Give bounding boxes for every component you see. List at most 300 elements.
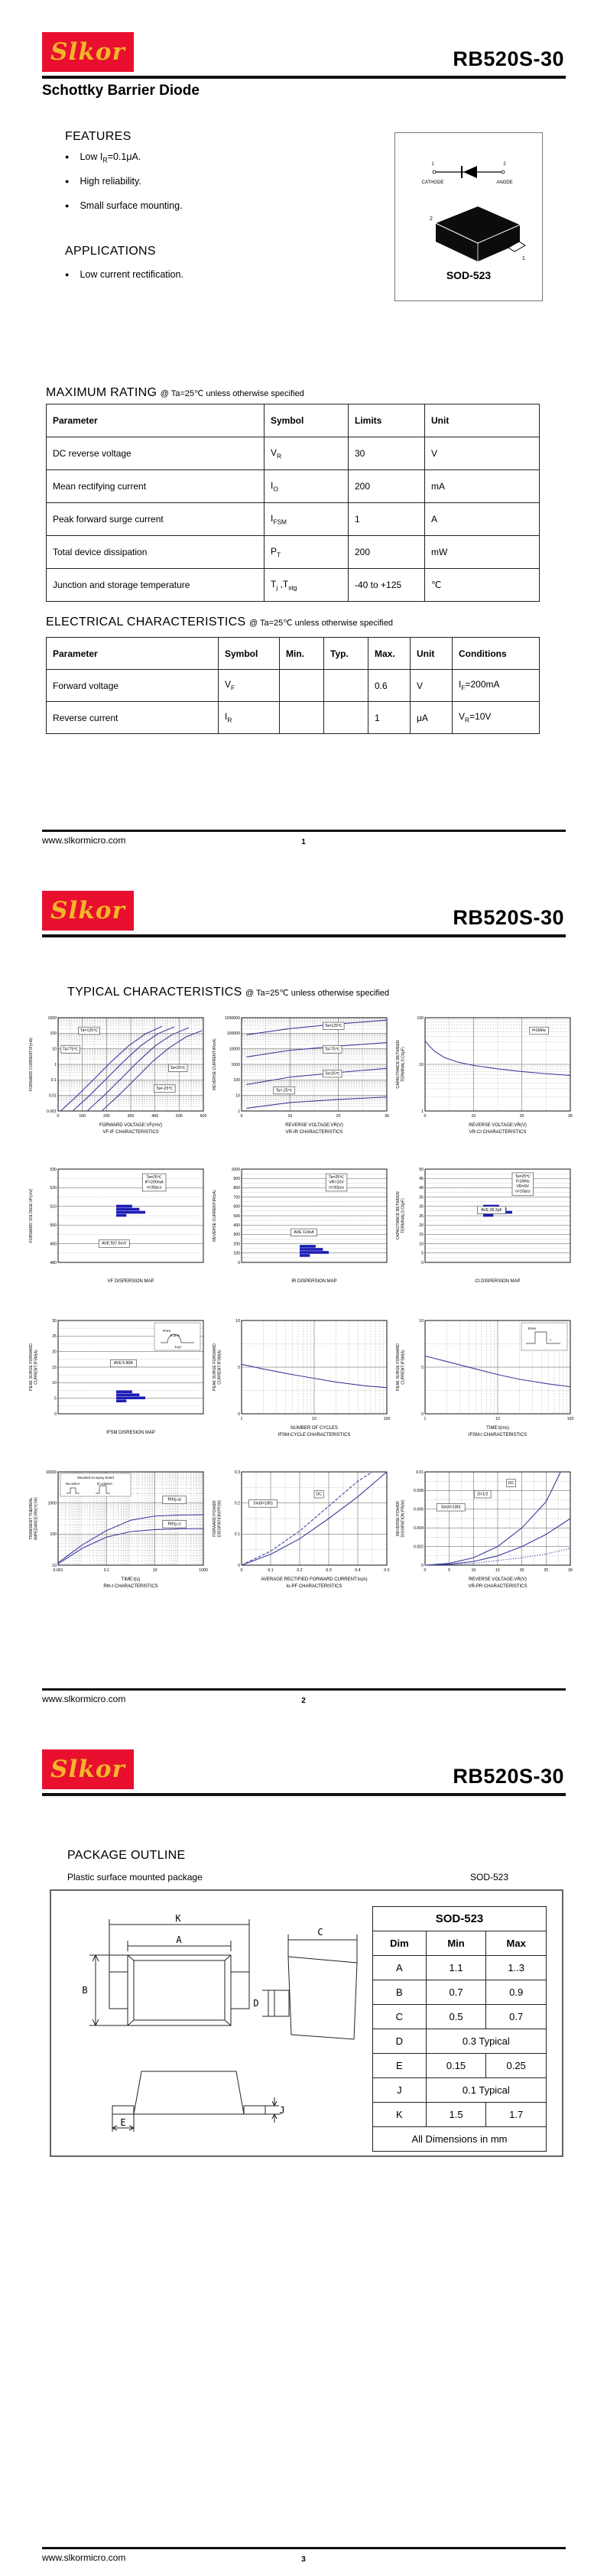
svg-text:n=10pcs: n=10pcs [514, 1189, 531, 1194]
svg-text:15: 15 [52, 1365, 57, 1370]
part-number: RB520S-30 [453, 1765, 564, 1788]
page-number: 1 [301, 838, 306, 846]
svg-text:DISSIPATION:PF(W): DISSIPATION:PF(W) [217, 1499, 222, 1538]
svg-text:0.1: 0.1 [50, 1078, 57, 1083]
package-preview-box [394, 132, 543, 301]
svg-text:n=30pcs: n=30pcs [146, 1185, 162, 1191]
svg-text:0: 0 [57, 1114, 60, 1119]
svg-text:0.01: 0.01 [48, 1093, 57, 1099]
svg-text:5: 5 [421, 1365, 424, 1370]
svg-text:IFsm: IFsm [163, 1329, 171, 1333]
svg-text:100: 100 [50, 1031, 57, 1037]
svg-text:1: 1 [421, 1109, 424, 1114]
package-outline-subheading: Plastic surface mounted package [67, 1872, 203, 1882]
diode-symbol [411, 158, 526, 188]
svg-text:0.2: 0.2 [234, 1501, 240, 1506]
svg-text:t: t [550, 1338, 551, 1342]
table-row: E 0.15 0.25 [373, 2054, 547, 2078]
chart-svg [211, 1163, 391, 1313]
svg-text:1: 1 [238, 1109, 240, 1114]
slkor-logo-text: Slkor [50, 1756, 125, 1783]
table-row: Reverse current $I_R$ 1 μA $V_R=10V$ [47, 702, 540, 734]
header-rule [42, 1793, 566, 1796]
svg-text:10: 10 [235, 1318, 240, 1324]
svg-text:IFsm: IFsm [528, 1327, 537, 1330]
svg-text:D: D [253, 1998, 259, 2009]
svg-text:0: 0 [238, 1411, 240, 1417]
svg-text:100: 100 [566, 1417, 574, 1421]
chart-vr-pr [394, 1466, 578, 1617]
svg-text:0: 0 [238, 1260, 240, 1265]
application-text: Low current rectification. [80, 269, 183, 280]
typical-characteristics-heading [67, 986, 389, 999]
svg-text:100: 100 [50, 1532, 57, 1538]
svg-text:A: A [176, 1934, 182, 1945]
svg-text:D=1/2: D=1/2 [477, 1492, 489, 1497]
svg-text:8.3ms: 8.3ms [170, 1333, 180, 1337]
slkor-logo [42, 32, 134, 72]
slkor-logo-text: Slkor [50, 38, 125, 66]
svg-text:CURRENT:IFSM(A): CURRENT:IFSM(A) [217, 1350, 222, 1385]
svg-text:0.002: 0.002 [414, 1545, 424, 1550]
col-parameter: Parameter [47, 404, 265, 437]
svg-text:500: 500 [176, 1114, 183, 1119]
svg-text:10000: 10000 [229, 1047, 240, 1052]
svg-text:300: 300 [233, 1233, 240, 1238]
svg-text:J: J [279, 2105, 285, 2116]
svg-text:CAPACITANCE BETWEEN: CAPACITANCE BETWEEN [396, 1191, 401, 1240]
svg-text:100000: 100000 [226, 1031, 240, 1037]
svg-text:10: 10 [235, 1093, 240, 1099]
svg-text:20: 20 [336, 1114, 341, 1119]
svg-text:Ta=25℃: Ta=25℃ [328, 1175, 345, 1181]
table-row: C 0.5 0.7 [373, 2005, 547, 2029]
characteristics-chart-grid [28, 1012, 579, 1617]
chart-svg [211, 1466, 391, 1616]
svg-text:0.01: 0.01 [415, 1470, 424, 1475]
slkor-logo [42, 891, 134, 931]
slkor-logo-text: Slkor [50, 897, 125, 924]
svg-text:IF=200mA: IF=200mA [144, 1180, 164, 1185]
svg-text:REVERSE VOLTAGE:VR(V): REVERSE VOLTAGE:VR(V) [469, 1123, 527, 1128]
svg-text:K: K [175, 1913, 181, 1924]
svg-text:30: 30 [419, 1204, 424, 1210]
svg-text:1cyc: 1cyc [174, 1345, 182, 1349]
svg-text:100: 100 [417, 1015, 424, 1021]
svg-text:1000: 1000 [47, 1015, 57, 1021]
svg-text:35: 35 [419, 1195, 424, 1200]
typical-characteristics-title: TYPICAL CHARACTERISTICS [67, 986, 242, 999]
elec-char-heading [46, 616, 393, 629]
svg-text:REVERSE VOLTAGE:VR(V): REVERSE VOLTAGE:VR(V) [285, 1123, 343, 1128]
table-row: DC reverse voltage $V_R$ 30 V [47, 437, 540, 470]
svg-text:Rth(j-a): Rth(j-a) [167, 1497, 181, 1502]
svg-text:TIME:t(s): TIME:t(s) [121, 1577, 141, 1582]
svg-text:0: 0 [424, 1114, 427, 1119]
svg-text:f=1MHz: f=1MHz [515, 1179, 530, 1184]
svg-text:0.3: 0.3 [234, 1470, 240, 1475]
svg-text:FORWARD VOLTAGE:VF(mV): FORWARD VOLTAGE:VF(mV) [29, 1188, 34, 1243]
svg-text:VF-IF CHARACTERISTICS: VF-IF CHARACTERISTICS [102, 1130, 159, 1135]
svg-text:Ta=-25℃: Ta=-25℃ [275, 1088, 293, 1093]
elec-char-title: ELECTRICAL CHARACTERISTICS [46, 616, 246, 629]
website-link[interactable]: www.slkormicro.com [42, 1694, 126, 1704]
table-row: Mean rectifying current $I_O$ 200 mA [47, 470, 540, 503]
svg-text:0.1: 0.1 [103, 1568, 109, 1573]
website-link[interactable]: www.slkormicro.com [42, 835, 126, 846]
svg-text:AVE:28.2pF: AVE:28.2pF [481, 1207, 502, 1213]
svg-text:0: 0 [238, 1563, 240, 1568]
svg-text:10: 10 [419, 1242, 424, 1247]
footer-rule [42, 830, 566, 832]
page-number: 2 [301, 1697, 306, 1705]
chart-rth-t [28, 1466, 211, 1617]
svg-text:REVERSE CURRENT:IR(nA): REVERSE CURRENT:IR(nA) [213, 1190, 217, 1242]
chart-svg [211, 1314, 391, 1464]
table-row: Total device dissipation $P_T$ 200 mW [47, 536, 540, 569]
package-outline-drawing [51, 1891, 372, 2152]
svg-text:100: 100 [233, 1251, 240, 1256]
svg-text:520: 520 [50, 1186, 57, 1191]
svg-text:490: 490 [50, 1242, 57, 1247]
svg-text:0: 0 [240, 1114, 243, 1119]
svg-text:300: 300 [127, 1114, 135, 1119]
chart-ct-dispersion [394, 1163, 578, 1314]
svg-text:PEAK SURGE FORWARD: PEAK SURGE FORWARD [213, 1343, 217, 1391]
svg-text:20: 20 [519, 1568, 524, 1573]
chart-vr-ct [394, 1012, 578, 1163]
svg-text:1000: 1000 [199, 1568, 208, 1573]
chart-vf-dispersion [28, 1163, 211, 1314]
table-row: Peak forward surge current $I_{FSM}$ 1 A [47, 503, 540, 536]
chart-svg [394, 1466, 575, 1616]
svg-text:Ta=25℃: Ta=25℃ [514, 1174, 531, 1179]
svg-text:0: 0 [424, 1568, 427, 1573]
page-2 [0, 859, 607, 1717]
svg-text:DISSIPATION:PR(W): DISSIPATION:PR(W) [401, 1499, 406, 1538]
svg-text:100: 100 [383, 1417, 391, 1421]
svg-text:IMPEDANCE:Rth(℃/W): IMPEDANCE:Rth(℃/W) [34, 1497, 39, 1540]
header-rule [42, 934, 566, 937]
chart-svg [28, 1466, 208, 1616]
svg-text:10: 10 [419, 1318, 424, 1324]
svg-text:30: 30 [385, 1114, 389, 1119]
elec-char-condition: @ Ta=25℃ unless otherwise specified [248, 619, 394, 628]
svg-text:100: 100 [79, 1114, 86, 1119]
svg-text:10: 10 [152, 1568, 157, 1573]
svg-text:0.001: 0.001 [47, 1109, 57, 1114]
applications-heading: APPLICATIONS [65, 245, 156, 258]
svg-text:0.3: 0.3 [326, 1568, 332, 1573]
page-1 [0, 0, 607, 859]
svg-text:1: 1 [54, 1062, 57, 1067]
svg-text:10: 10 [312, 1417, 316, 1421]
svg-text:Ta=25℃: Ta=25℃ [146, 1175, 162, 1181]
svg-text:0: 0 [421, 1411, 424, 1417]
svg-text:10: 10 [287, 1114, 293, 1119]
application-item [65, 269, 183, 280]
website-link[interactable]: www.slkormicro.com [42, 2552, 126, 2563]
svg-text:200: 200 [103, 1114, 110, 1119]
svg-text:500: 500 [50, 1223, 57, 1228]
svg-text:AVE:5.80A: AVE:5.80A [113, 1361, 133, 1366]
svg-text:f=1MHz: f=1MHz [532, 1028, 547, 1034]
svg-text:Sin(θ=180): Sin(θ=180) [440, 1505, 461, 1510]
dims-title-row: SOD-523 [373, 1907, 547, 1931]
table-row: D 0.3 Typical [373, 2029, 547, 2054]
svg-text:VF DISPERSION MAP: VF DISPERSION MAP [107, 1279, 154, 1284]
svg-text:800: 800 [233, 1186, 240, 1191]
svg-text:REVERSE VOLTAGE:VR(V): REVERSE VOLTAGE:VR(V) [469, 1577, 527, 1582]
col-limits: Limits [349, 404, 425, 437]
svg-text:Ct DISPERSION MAP: Ct DISPERSION MAP [475, 1279, 521, 1284]
svg-text:0: 0 [240, 1568, 243, 1573]
svg-text:VR=10V: VR=10V [329, 1180, 344, 1185]
svg-text:FORWARD CURRENT:IF(mA): FORWARD CURRENT:IF(mA) [29, 1037, 34, 1092]
chart-ifsm-cycle [211, 1314, 394, 1466]
svg-text:VR-Ct CHARACTERISTICS: VR-Ct CHARACTERISTICS [469, 1130, 527, 1135]
svg-text:IFSM DISRESION MAP: IFSM DISRESION MAP [106, 1431, 155, 1435]
svg-text:DC: DC [508, 1480, 514, 1486]
svg-text:20: 20 [52, 1350, 57, 1355]
table-row: J 0.1 Typical [373, 2078, 547, 2103]
dimensions-table [372, 1906, 547, 2152]
svg-text:50: 50 [419, 1167, 424, 1172]
svg-text:1000000: 1000000 [224, 1015, 240, 1021]
page-3 [0, 1717, 607, 2576]
svg-text:15: 15 [495, 1568, 500, 1573]
dims-footer-row: All Dimensions in mm [373, 2127, 547, 2152]
package-outline-heading: PACKAGE OUTLINE [67, 1849, 186, 1862]
svg-text:10: 10 [471, 1568, 476, 1573]
max-rating-condition: @ Ta=25℃ unless otherwise specified [160, 389, 304, 398]
svg-text:5: 5 [238, 1365, 240, 1370]
svg-text:100: 100 [233, 1078, 240, 1083]
svg-text:IF=100mA: IF=100mA [97, 1482, 112, 1486]
footer-rule [42, 1688, 566, 1691]
page-number: 3 [301, 2555, 306, 2564]
table-row: Forward voltage $V_F$ 0.6 V $I_F=200mA$ [47, 670, 540, 702]
electrical-characteristics-table [46, 637, 540, 734]
part-number: RB520S-30 [453, 47, 564, 70]
svg-text:1000: 1000 [231, 1062, 240, 1067]
svg-text:600: 600 [233, 1204, 240, 1210]
svg-text:1: 1 [431, 162, 434, 167]
svg-text:5: 5 [448, 1568, 451, 1573]
svg-text:20: 20 [419, 1223, 424, 1228]
svg-text:0.006: 0.006 [414, 1507, 424, 1512]
slkor-logo [42, 1749, 134, 1789]
svg-text:IFSM-CYCLE CHARACTERISTICS: IFSM-CYCLE CHARACTERISTICS [278, 1433, 351, 1437]
page-title: Schottky Barrier Diode [42, 83, 200, 99]
max-rating-title: MAXIMUM RATING [46, 386, 157, 399]
chart-svg [28, 1012, 208, 1161]
chart-svg [28, 1314, 208, 1464]
svg-text:CATHODE: CATHODE [421, 180, 444, 185]
table-header-row: Parameter Symbol Min. Typ. Max. Unit Conditions [47, 638, 540, 670]
svg-text:IR DISPERSION MAP: IR DISPERSION MAP [291, 1279, 337, 1284]
svg-text:0: 0 [421, 1260, 424, 1265]
svg-text:0.1: 0.1 [234, 1532, 240, 1538]
svg-text:Ta=125℃: Ta=125℃ [324, 1024, 342, 1029]
svg-text:25: 25 [419, 1213, 424, 1219]
svg-text:700: 700 [233, 1195, 240, 1200]
chart-vf-if [28, 1012, 211, 1163]
svg-text:30: 30 [568, 1114, 573, 1119]
footer-rule [42, 2547, 566, 2549]
svg-text:5: 5 [54, 1396, 57, 1402]
svg-text:Ta=75℃: Ta=75℃ [63, 1047, 79, 1052]
svg-text:1: 1 [522, 256, 525, 261]
sod523-3d-image [409, 200, 531, 265]
svg-text:VR-IR CHARACTERISTICS: VR-IR CHARACTERISTICS [285, 1130, 343, 1135]
svg-text:900: 900 [233, 1177, 240, 1181]
svg-text:B: B [82, 1985, 88, 1996]
svg-text:10: 10 [495, 1417, 500, 1421]
table-row: Junction and storage temperature $T_j$ $,T_{stg}$ -40 to +125 ℃ [47, 569, 540, 602]
svg-text:CURRENT:IFSM(A): CURRENT:IFSM(A) [401, 1350, 406, 1385]
svg-text:0.1: 0.1 [268, 1568, 274, 1573]
svg-text:10: 10 [52, 1381, 57, 1386]
svg-text:400: 400 [233, 1223, 240, 1228]
svg-text:TERMINALS:Ct(pF): TERMINALS:Ct(pF) [401, 1047, 406, 1082]
svg-text:Ta=125℃: Ta=125℃ [80, 1028, 98, 1034]
col-symbol: Symbol [265, 404, 349, 437]
maximum-rating-table [46, 404, 540, 602]
svg-text:200: 200 [233, 1242, 240, 1247]
svg-text:TERMINALS:Ct(pF): TERMINALS:Ct(pF) [401, 1198, 406, 1233]
svg-text:TRANSIENT THERMAL: TRANSIENT THERMAL [29, 1497, 34, 1540]
svg-text:25: 25 [544, 1568, 549, 1573]
svg-text:25: 25 [52, 1334, 57, 1340]
dims-header-row: Dim Min Max [373, 1931, 547, 1956]
svg-text:0.001: 0.001 [53, 1568, 63, 1573]
svg-text:400: 400 [151, 1114, 158, 1119]
chart-svg [394, 1314, 575, 1464]
svg-text:30: 30 [52, 1318, 57, 1324]
package-outline-box [50, 1889, 563, 2157]
svg-text:530: 530 [50, 1167, 57, 1172]
svg-text:0.004: 0.004 [414, 1526, 424, 1531]
package-name-right: SOD-523 [470, 1872, 509, 1882]
chart-vr-ir [211, 1012, 394, 1163]
svg-text:ANODE: ANODE [496, 180, 513, 185]
svg-text:480: 480 [50, 1260, 57, 1265]
feature-item [65, 151, 141, 164]
svg-text:FORWARD VOLTAGE:VF(mV): FORWARD VOLTAGE:VF(mV) [99, 1123, 163, 1128]
svg-text:10: 10 [52, 1047, 57, 1052]
svg-text:CAPACITANCE BETWEEN: CAPACITANCE BETWEEN [396, 1040, 401, 1089]
svg-text:Rth-t CHARACTERISTICS: Rth-t CHARACTERISTICS [103, 1584, 158, 1589]
svg-text:1000: 1000 [231, 1167, 240, 1172]
svg-text:VR=0V: VR=0V [516, 1184, 530, 1190]
svg-text:TIME:t(ms): TIME:t(ms) [486, 1426, 509, 1431]
svg-text:Sin(θ=180): Sin(θ=180) [253, 1501, 273, 1506]
table-row: B 0.7 0.9 [373, 1980, 547, 2005]
svg-text:n=30pcs: n=30pcs [329, 1185, 344, 1191]
svg-text:20: 20 [519, 1114, 524, 1119]
svg-text:PEAK SURGE FORWARD: PEAK SURGE FORWARD [396, 1343, 401, 1391]
col-unit: Unit [425, 404, 540, 437]
chart-svg [211, 1012, 391, 1161]
svg-text:AVERAGE RECTIFIED FORWARD CURR: AVERAGE RECTIFIED FORWARD CURRENT:Io(A) [261, 1577, 368, 1582]
table-row: A 1.1 1..3 [373, 1956, 547, 1980]
svg-text:CURRENT:IFSM(A): CURRENT:IFSM(A) [34, 1350, 39, 1385]
svg-text:E: E [120, 2117, 126, 2128]
svg-text:1: 1 [240, 1417, 243, 1421]
svg-text:Mounted on epoxy board: Mounted on epoxy board [77, 1476, 114, 1480]
svg-text:45: 45 [419, 1177, 424, 1181]
feature-item [65, 176, 141, 187]
svg-text:PEAK SURGE FORWARD: PEAK SURGE FORWARD [29, 1343, 34, 1391]
svg-text:2: 2 [430, 216, 433, 222]
svg-text:Ta=25℃: Ta=25℃ [324, 1071, 340, 1077]
chart-svg [28, 1163, 208, 1313]
svg-text:10: 10 [52, 1563, 57, 1568]
svg-text:NUMBER OF CYCLES: NUMBER OF CYCLES [291, 1426, 338, 1431]
svg-text:0: 0 [421, 1563, 424, 1568]
svg-text:Ta=75℃: Ta=75℃ [324, 1047, 340, 1052]
features-heading: FEATURES [65, 130, 131, 143]
svg-text:10: 10 [419, 1062, 424, 1067]
svg-text:2: 2 [503, 162, 506, 167]
svg-text:15: 15 [419, 1233, 424, 1238]
svg-text:Rth(j-c): Rth(j-c) [167, 1522, 181, 1527]
svg-text:30: 30 [568, 1568, 573, 1573]
svg-text:AVE:507.6mV: AVE:507.6mV [102, 1241, 127, 1246]
svg-text:C: C [317, 1927, 323, 1938]
svg-text:REVERSE POWER: REVERSE POWER [396, 1501, 401, 1536]
svg-text:5: 5 [421, 1251, 424, 1256]
feature-text: Low $I_R=0.1\mu A$. [80, 151, 141, 164]
svg-text:Ta=25℃: Ta=25℃ [170, 1066, 186, 1070]
max-rating-heading [46, 386, 304, 400]
svg-text:IM=10mA: IM=10mA [66, 1482, 80, 1486]
chart-svg [394, 1012, 575, 1161]
chart-ifsm-t [394, 1314, 578, 1466]
part-number: RB520S-30 [453, 906, 564, 929]
svg-text:FORWARD POWER: FORWARD POWER [213, 1500, 217, 1537]
svg-text:VR-PR CHARACTERISTICS: VR-PR CHARACTERISTICS [468, 1584, 527, 1589]
header-rule [42, 76, 566, 79]
chart-io-pf [211, 1466, 394, 1617]
svg-text:0.008: 0.008 [414, 1489, 424, 1494]
svg-text:0.2: 0.2 [297, 1568, 303, 1573]
feature-item [65, 200, 183, 211]
feature-text: Small surface mounting. [80, 200, 183, 211]
chart-ir-dispersion [211, 1163, 394, 1314]
package-name-label: SOD-523 [446, 269, 492, 281]
typical-characteristics-condition: @ Ta=25℃ unless otherwise specified [245, 989, 390, 998]
svg-text:IFSM-t CHARACTERISTICS: IFSM-t CHARACTERISTICS [468, 1433, 527, 1437]
svg-text:0: 0 [54, 1411, 57, 1417]
chart-svg [394, 1163, 575, 1313]
svg-text:1000: 1000 [47, 1501, 57, 1506]
svg-text:Io-PF CHARACTERISTICS: Io-PF CHARACTERISTICS [286, 1584, 342, 1589]
svg-text:10000: 10000 [45, 1470, 57, 1475]
svg-text:500: 500 [233, 1213, 240, 1219]
svg-text:REVERSE CURRENT:IR(nA): REVERSE CURRENT:IR(nA) [213, 1038, 217, 1090]
svg-text:510: 510 [50, 1204, 57, 1210]
svg-text:0.4: 0.4 [355, 1568, 361, 1573]
chart-ifsm-dispersion [28, 1314, 211, 1466]
svg-text:0.5: 0.5 [384, 1568, 390, 1573]
svg-text:10: 10 [471, 1114, 476, 1119]
svg-text:Ta=-25℃: Ta=-25℃ [156, 1086, 174, 1091]
feature-text: High reliability. [80, 176, 141, 187]
svg-text:600: 600 [200, 1114, 207, 1119]
svg-text:1: 1 [424, 1417, 427, 1421]
